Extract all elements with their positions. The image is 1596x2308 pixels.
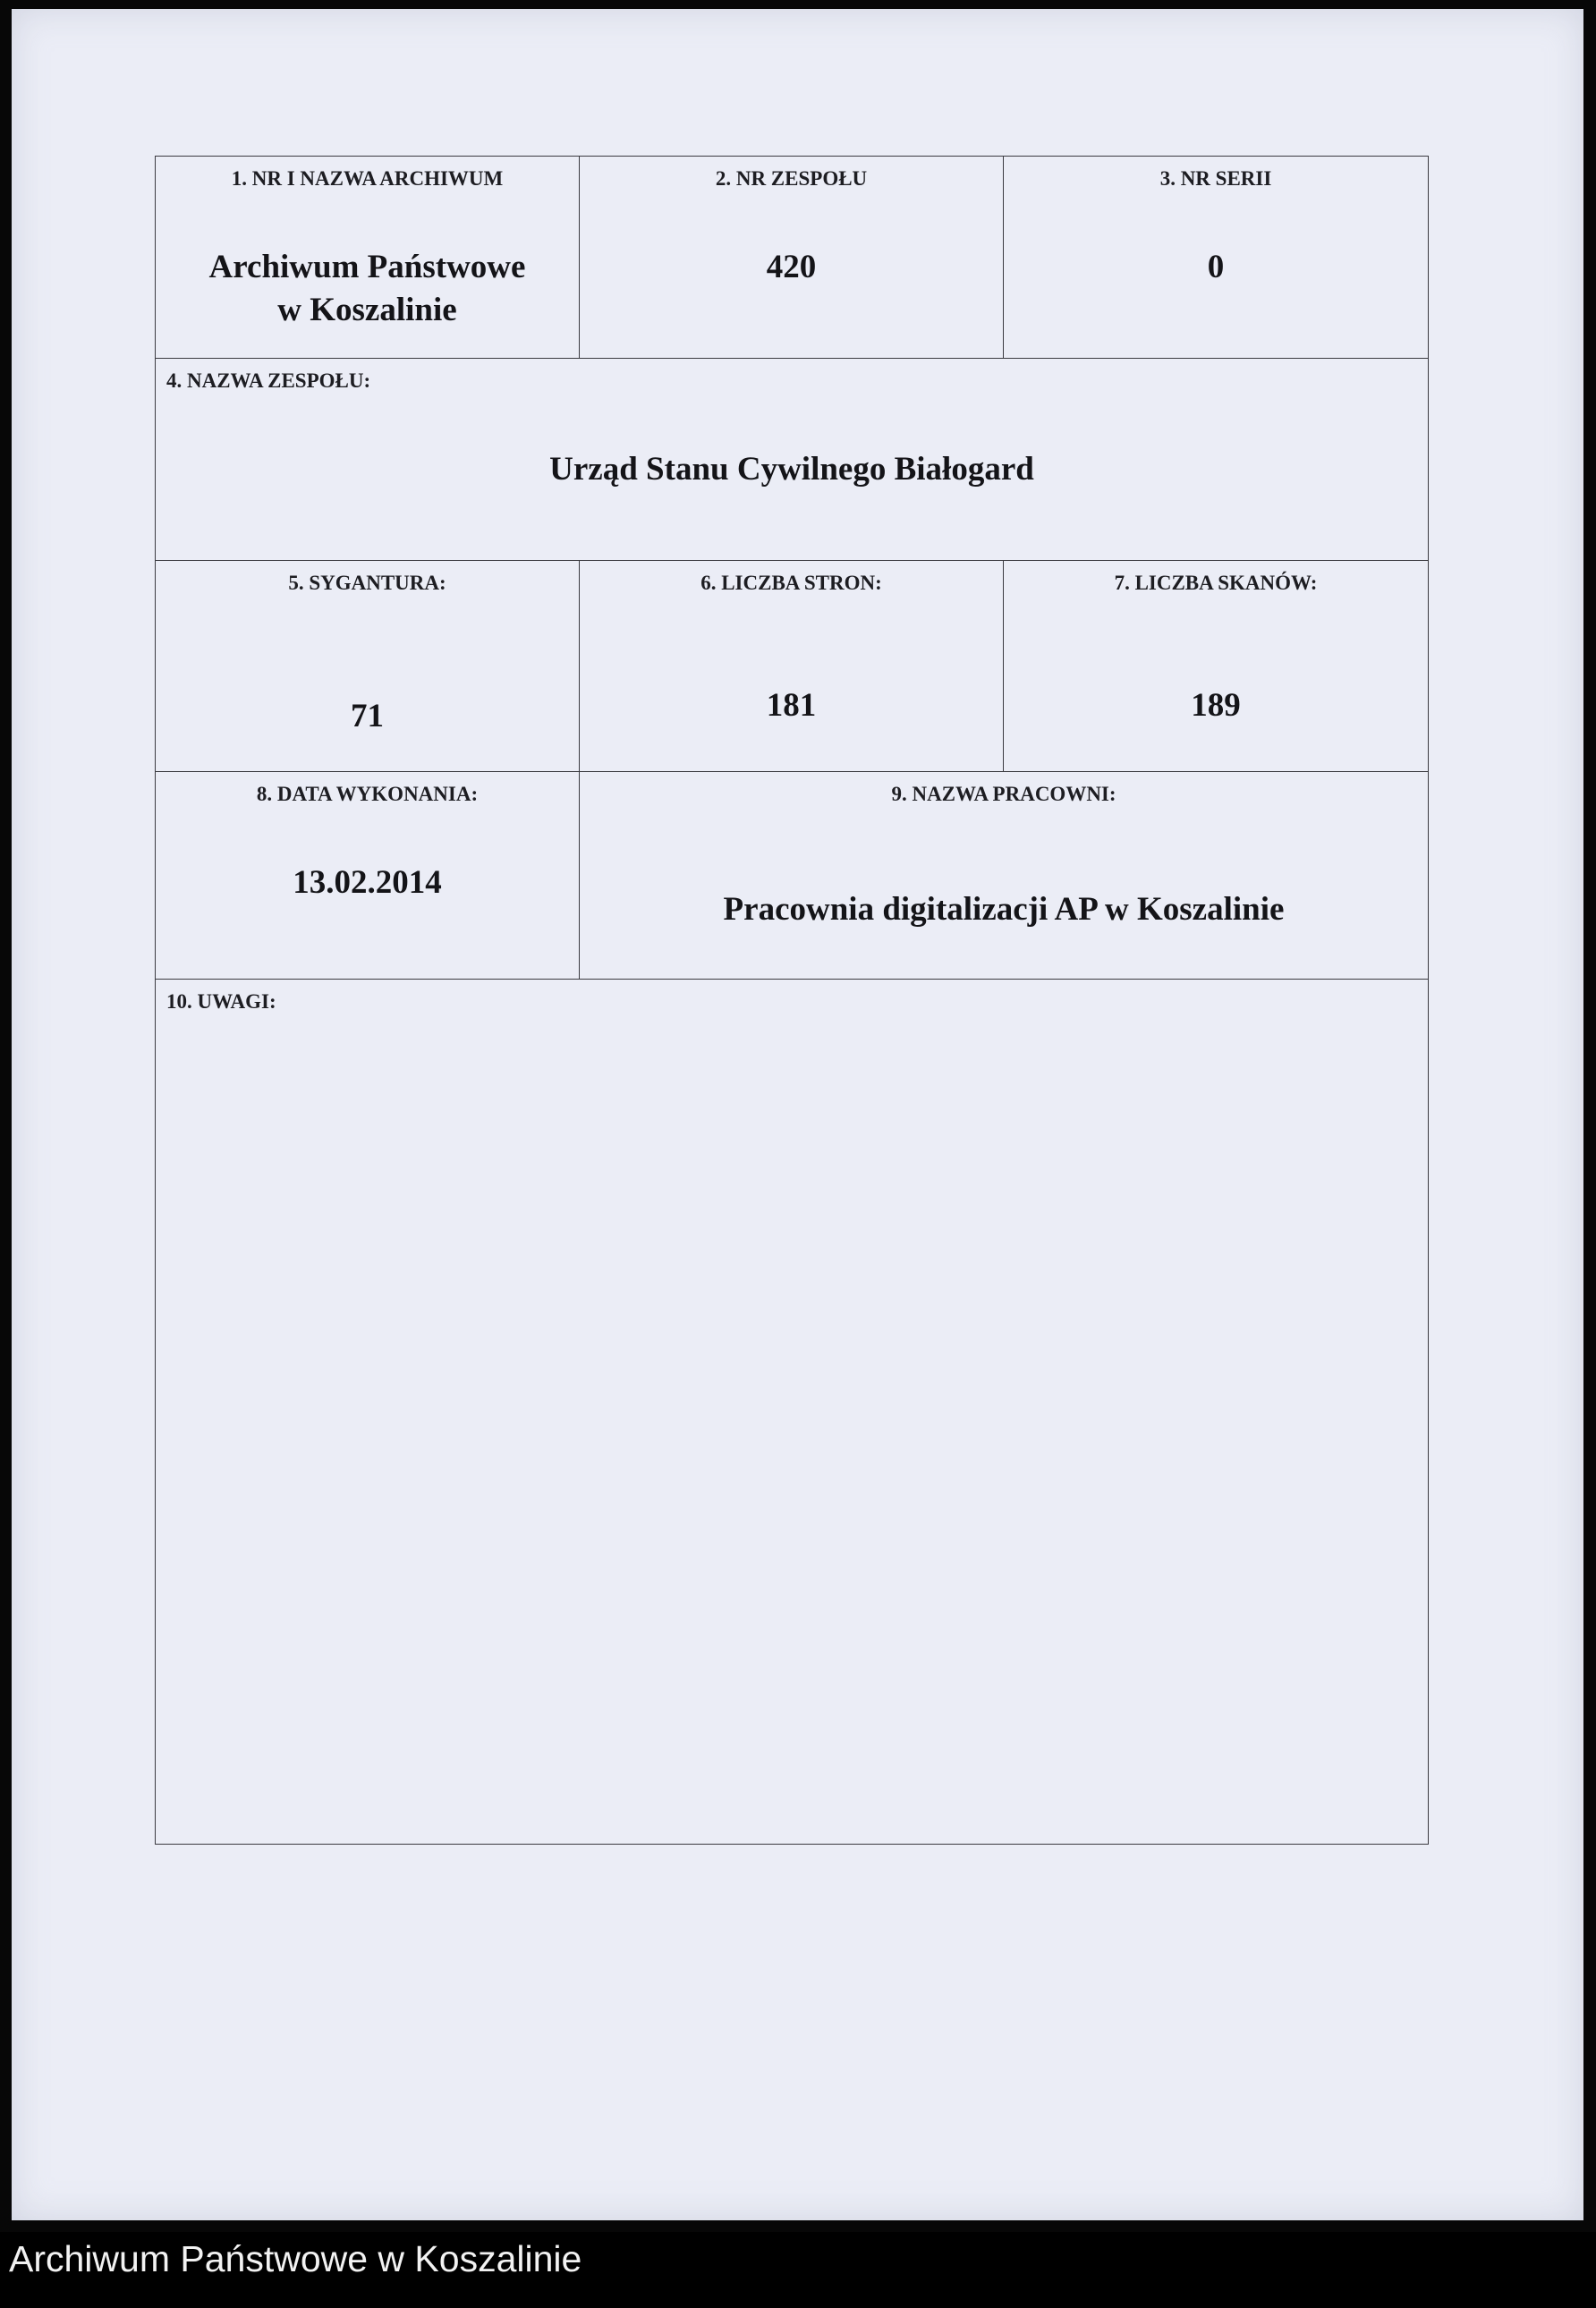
archive-cell (156, 157, 580, 359)
archive-label: 1. NR I NAZWA ARCHIWUM (231, 167, 504, 190)
archive-caption: Archiwum Państwowe w Koszalinie (9, 2238, 582, 2279)
date-cell (156, 772, 580, 980)
pages-label: 6. LICZBA STRON: (700, 572, 882, 594)
archive-name-line2: w Koszalinie (277, 292, 457, 328)
remarks-label: 10. UWAGI: (166, 990, 276, 1013)
metadata-form (155, 156, 1429, 1845)
fonds-name-value: Urząd Stanu Cywilnego Białogard (549, 451, 1034, 488)
fonds-name-label: 4. NAZWA ZESPOŁU: (166, 369, 371, 392)
studio-cell (580, 772, 1428, 980)
scans-label: 7. LICZBA SKANÓW: (1114, 572, 1318, 594)
signature-value: 71 (351, 698, 384, 734)
signature-label: 5. SYGANTURA: (288, 572, 446, 594)
fonds-number-value: 420 (766, 249, 817, 285)
fonds-number-cell (580, 157, 1004, 359)
scans-value: 189 (1191, 687, 1241, 724)
date-label: 8. DATA WYKONANIA: (256, 783, 479, 805)
date-value: 13.02.2014 (293, 864, 442, 901)
series-label: 3. NR SERII (1159, 167, 1272, 190)
scans-cell (1004, 561, 1428, 772)
fonds-name-cell (156, 359, 1428, 561)
studio-label: 9. NAZWA PRACOWNI: (891, 783, 1116, 805)
series-cell (1004, 157, 1428, 359)
archive-name-line1: Archiwum Państwowe (208, 249, 526, 285)
signature-cell (156, 561, 580, 772)
series-value: 0 (1207, 249, 1225, 285)
fonds-number-label: 2. NR ZESPOŁU (715, 167, 868, 190)
pages-cell (580, 561, 1004, 772)
studio-value: Pracownia digitalizacji AP w Koszalinie (723, 891, 1285, 928)
pages-value: 181 (766, 687, 817, 724)
remarks-cell (156, 980, 1428, 1844)
